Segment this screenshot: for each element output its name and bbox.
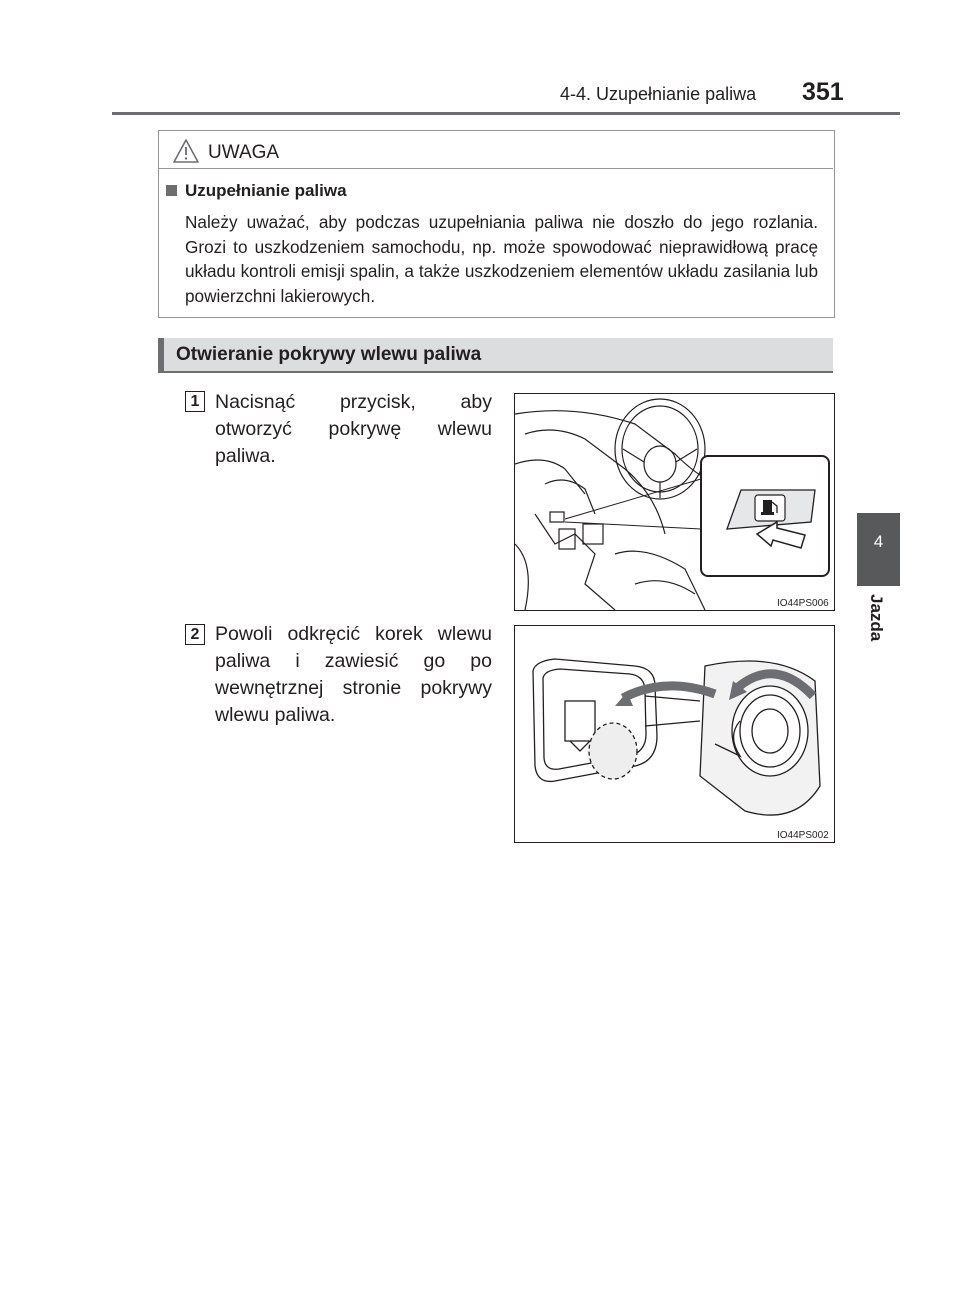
warning-triangle-icon (172, 138, 200, 164)
figure-fuel-door-button (514, 393, 835, 611)
header-rule (112, 112, 900, 115)
page-number: 351 (802, 78, 844, 106)
section-heading-rule (158, 371, 833, 373)
figure-code: IO44PS002 (777, 830, 829, 841)
section-heading-bar (158, 338, 164, 373)
step-number: 1 (185, 391, 205, 412)
chapter-tab-number: 4 (873, 532, 884, 551)
dashboard-illustration (515, 394, 834, 610)
section-title: Otwieranie pokrywy wlewu paliwa (176, 344, 482, 365)
chapter-tab-label: Jazda (867, 594, 886, 642)
figure-fuel-cap (514, 625, 835, 843)
step-number: 2 (185, 624, 205, 645)
step-text: Powoli odkręcić korek wlewu paliwa i zawiesić go po wewnętrznej stronie pokrywy wlewu paliwa. (215, 623, 492, 726)
bullet-square-icon (166, 185, 177, 196)
step-text: Nacisnąć przycisk, aby otworzyć pokrywę wlewu paliwa. (215, 391, 492, 467)
warning-title: UWAGA (208, 142, 280, 163)
warning-text: Należy uważać, aby podczas uzupełniania paliwa nie doszło do jego rozlania. Grozi to uszkodzeniem samochodu, np. może spowodować nieprawidłową pracę układu kontroli emisji spalin, a także uszkodzeniem elementów układu zasilania lub powierzchni lakierowych. (185, 212, 818, 306)
running-header-section: 4-4. Uzupełnianie paliwa (560, 84, 757, 104)
fuel-cap-illustration (515, 626, 834, 842)
warning-subtitle: Uzupełnianie paliwa (185, 181, 347, 200)
figure-code: IO44PS006 (777, 598, 829, 609)
